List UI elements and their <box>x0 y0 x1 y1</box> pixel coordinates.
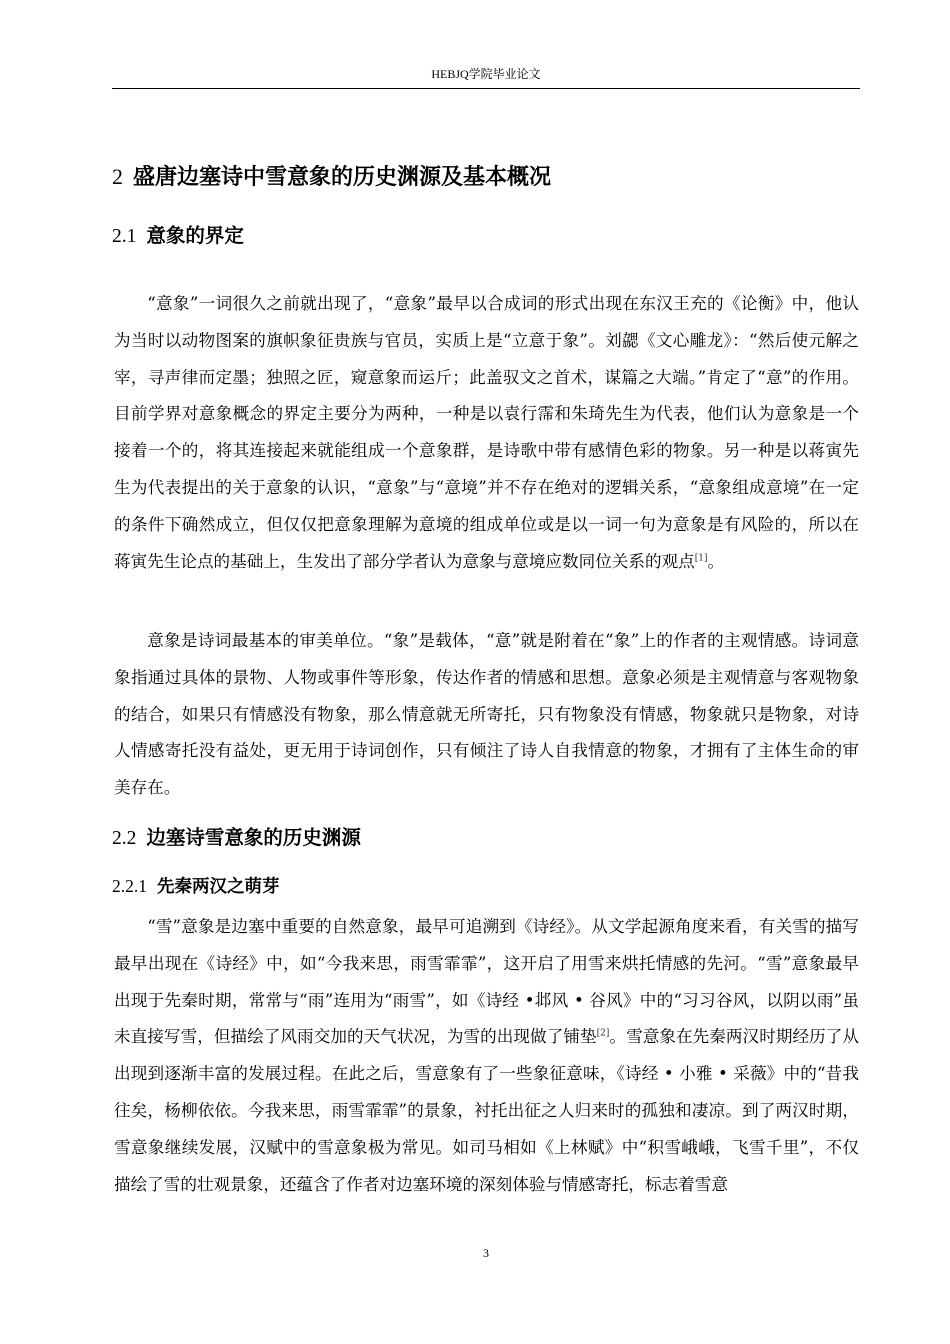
subsection-number: 2.2.1 <box>112 876 147 896</box>
paragraph-text-tail: 。 <box>707 551 725 571</box>
section-title: 边塞诗雪意象的历史渊源 <box>146 826 361 849</box>
body-paragraph <box>114 909 859 1203</box>
section-number: 2.2 <box>112 828 137 849</box>
body-paragraph <box>114 623 859 807</box>
header-divider <box>112 88 860 89</box>
chapter-heading <box>112 160 860 195</box>
paragraph-text: 意象是诗词最基本的审美单位。“象”是载体，“意”就是附着在“象”上的作者的主观情感。诗词意象指通过具体的景物、人物或事件等形象，传达作者的情感和思想。意象必须是主观情意与客观物象的结合，如果只有情感没有物象，那么情意就无所寄托，只有物象没有情感，物象就只是物象，对诗人情感寄托没有益处，更无用于诗词创作，只有倾注了诗人自我情意的物象，才拥有了主体生命的审美存在。 <box>114 631 859 798</box>
section-number: 2.1 <box>112 226 137 247</box>
citation-marker[interactable]: [2] <box>596 1028 610 1039</box>
chapter-title: 盛唐边塞诗中雪意象的历史渊源及基本概况 <box>133 165 552 190</box>
citation-marker[interactable]: [1] <box>694 553 708 564</box>
subsection-title: 先秦两汉之萌芽 <box>157 877 280 897</box>
chapter-number: 2 <box>112 164 123 189</box>
body-paragraph <box>114 286 859 580</box>
paragraph-text: “意象”一词很久之前就出现了，“意象”最早以合成词的形式出现在东汉王充的《论衡》中，他认为当时以动物图案的旗帜象征贵族与官员，实质上是“立意于象”。刘勰《文心雕龙》：“然后使元解之宰，寻声律而定墨；独照之匠，窥意象而运斤；此盖驭文之首术，谋篇之大端。”肯定了“意”的作用。目前学界对意象概念的界定主要分为两种，一种是以袁行霈和朱琦先生为代表，他们认为意象是一个接着一个的，将其连接起来就能组成一个意象群，是诗歌中带有感情色彩的物象。另一种是以蒋寅先生为代表提出的关于意象的认识，“意象”与“意境”并不存在绝对的逻辑关系，“意象组成意境”在一定的条件下确然成立，但仅仅把意象理解为意境的组成单位或是以一词一句为意象是有风险的，所以在蒋寅先生论点的基础上，生发出了部分学者认为意象与意境应数同位关系的观点 <box>114 294 859 571</box>
running-header: HEBJQ学院毕业论文 <box>431 67 541 81</box>
paragraph-text: “雪”意象是边塞中重要的自然意象，最早可追溯到《诗经》。从文学起源角度来看，有关雪的描写最早出现在《诗经》中，如“今我来思，雨雪霏霏”，这开启了用雪来烘托情感的先河。“雪”意象最早出现于先秦时期，常常与“雨”连用为“雨雪”，如《诗经 •邶风 • 谷风》中的“习习谷风，以阴以雨”虽未直接写雪，但描绘了风雨交加的天气状况，为雪的出现做了铺垫 <box>114 917 859 1047</box>
section-heading-2-2 <box>112 823 860 854</box>
subsection-heading-2-2-1 <box>112 872 860 901</box>
paragraph-text-continued: 。雪意象在先秦两汉时期经历了从出现到逐渐丰富的发展过程。在此之后，雪意象有了一些象征意味，《诗经 • 小雅 • 采薇》中的“昔我往矣，杨柳依依。今我来思，雨雪霏霏”的景象，衬托出征之人归来时的孤独和凄凉。到了两汉时期，雪意象继续发展，汉赋中的雪意象极为常见。如司马相如《上林赋》中“积雪峨峨，飞雪千里”，不仅描绘了雪的壮观景象，还蕴含了作者对边塞环境的深刻体验与情感寄托，标志着雪意 <box>114 1027 860 1194</box>
section-heading-2-1 <box>112 221 860 252</box>
page-number: 3 <box>483 1246 489 1260</box>
section-title: 意象的界定 <box>146 224 244 247</box>
